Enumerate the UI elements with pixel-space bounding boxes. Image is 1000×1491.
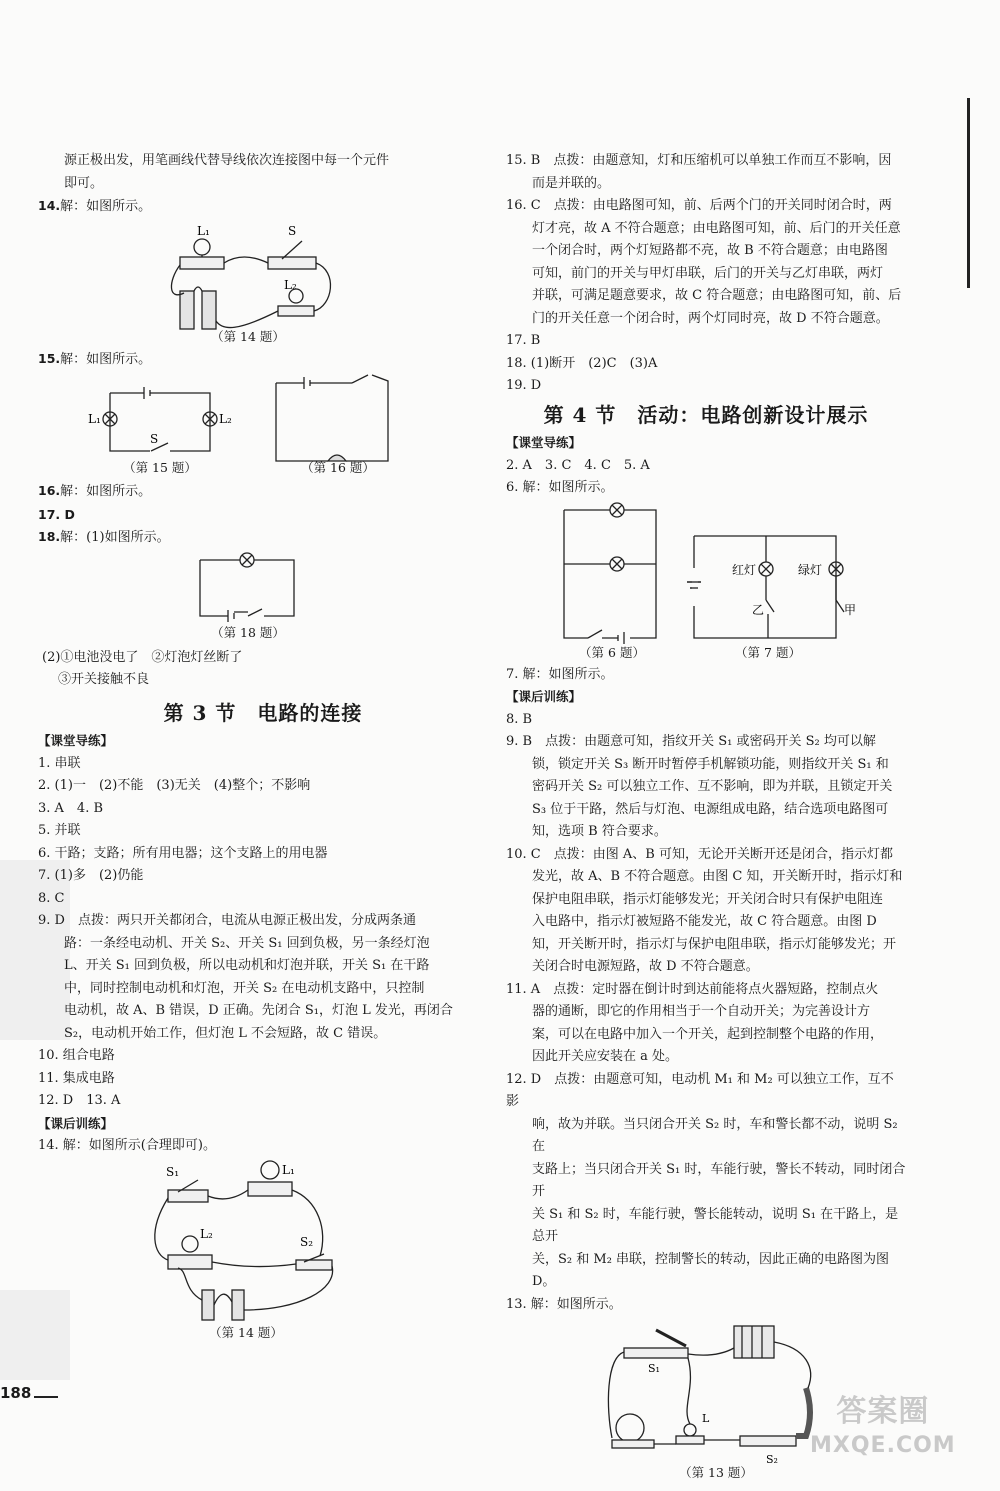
answer-line: 响，故为并联。当只闭合开关 S₂ 时，车和警长都不动，说明 S₂ 在: [532, 1116, 898, 1154]
figure-q14-top: [38, 221, 488, 346]
answer-line: 器的通断，即它的作用相当于一个自动开关；为完善设计方: [532, 1004, 871, 1019]
label-jia: 甲: [844, 602, 857, 617]
answer-line: 一个闭合时，两个灯短路都不亮，故 B 不符合题意；由电路图: [532, 243, 888, 258]
circuit-schematics: [38, 373, 488, 478]
answer-line: 9. B 点拨：由题意可知，指纹开关 S₁ 或密码开关 S₂ 均可以解: [506, 734, 876, 749]
answer-line: 11. A 点拨：定时器在倒计时到达前能将点火器短路，控制点火: [506, 981, 879, 997]
answer-line: 10. C 点拨：由图 A、B 可知，无论开关断开还是闭合，指示灯都: [506, 846, 893, 862]
answer-line: 发光，故 A、B 不符合题意。由图 C 知，开关断开时，指示灯和: [532, 869, 903, 884]
answer-line: 密码开关 S₂ 可以独立工作、互不影响，即为并联，且锁定开关: [532, 779, 893, 794]
label-L2: L₂: [200, 1226, 213, 1241]
answer-text: 解：如图所示。: [60, 351, 152, 367]
answer-line: 12. D 点拨：由题意可知，电动机 M₁ 和 M₂ 可以独立工作，互不影: [506, 1071, 894, 1109]
answer-line: 12. D 13. A: [38, 1093, 121, 1108]
figure-caption: （第 18 题）: [211, 624, 285, 640]
answer-line: 灯才亮，故 A 不符合题意；由电路图可知，前、后门的开关任意: [532, 220, 901, 236]
answer-line: 关，S₂ 和 M₂ 串联，控制警长的转动，因此正确的电路图为图 D。: [532, 1251, 890, 1289]
answer-line: 15. B 点拨：由题意知，灯和压缩机可以单独工作而互不影响，因: [506, 153, 892, 168]
answer-line: 路：一条经电动机、开关 S₂、开关 S₁ 回到负极，另一条经灯泡: [64, 935, 430, 951]
answer-line: 2. (1)一 (2)不能 (3)无关 (4)整个；不影响: [38, 778, 311, 793]
answer-line: 1. 串联: [38, 755, 81, 771]
figure-caption: （第 6 题）: [579, 644, 645, 660]
text-line: 源正极出发，用笔画线代替导线依次连接图中每一个元件: [64, 153, 390, 168]
answer-line: (2)①电池没电了 ②灯泡灯丝断了: [42, 649, 243, 665]
left-column: [38, 150, 488, 1342]
watermark-title: 答案圈: [836, 1394, 930, 1429]
label-L2: L₂: [284, 277, 297, 292]
answer-line: 锁，锁定开关 S₃ 断开时暂停手机解锁功能，则指纹开关 S₁ 和: [532, 756, 889, 772]
answer-line: S₃ 位于干路，然后与灯泡、电源组成电路，结合选项电路图可: [532, 801, 889, 817]
label-L1: L₁: [282, 1162, 295, 1177]
section-tag: 【课后训练】: [38, 1115, 114, 1131]
answer-text: 解：如图所示。: [60, 199, 152, 214]
answer-line: 3. A 4. B: [38, 800, 104, 816]
figure-caption: （第 16 题）: [301, 460, 375, 475]
answer-line: 18. (1)断开 (2)C (3)A: [506, 355, 658, 371]
question-number: 15.: [38, 350, 61, 366]
answer-line: 10. 组合电路: [38, 1048, 115, 1063]
answer-text: 解：如图所示。: [60, 484, 152, 499]
answer-line: 11. 集成电路: [38, 1070, 115, 1086]
label-L: L: [702, 1412, 710, 1425]
answer-line: 知，开关断开时，指示灯与保护电阻串联，指示灯能够发光；开: [532, 936, 897, 952]
answer-line: 关闭合时电源短路，故 D 不符合题意。: [532, 959, 759, 974]
page-number-dash: [34, 1396, 58, 1398]
right-column: [506, 150, 906, 1485]
answer-line: 关 S₁ 和 S₂ 时，车能行驶，警长能转动，说明 S₁ 在干路上，是总开: [532, 1206, 899, 1244]
answer-line: 16. C 点拨：由电路图可知，前、后两个门的开关同时闭合时，两: [506, 198, 892, 213]
circuit-physical-diagram: [38, 1160, 488, 1340]
label-L1: L₁: [197, 223, 210, 238]
section-tag: 【课堂导练】: [38, 733, 114, 748]
answer-line: S₂，电动机开始工作，但灯泡 L 不会短路，故 C 错误。: [64, 1025, 387, 1041]
answer-line: 19. D: [506, 378, 542, 393]
answer-line: 并联，可满足题意要求，故 C 符合题意；由电路图可知，前、后: [532, 288, 902, 303]
figure-caption: （第 13 题）: [679, 1465, 753, 1480]
answer-line: 案，可以在电路中加入一个开关，起到控制整个电路的作用，: [532, 1026, 884, 1042]
answer-line: 14. 解：如图所示(合理即可)。: [38, 1138, 216, 1153]
question-number: 18.: [38, 529, 61, 544]
answer-line: 9. D 点拨：两只开关都闭合，电流从电源正极出发，分成两条通: [38, 913, 416, 928]
figure-b14: [38, 1160, 488, 1340]
answer-line: 2. A 3. C 4. C 5. A: [506, 457, 650, 473]
figure-caption: （第 7 题）: [735, 644, 801, 660]
answer-line: 门的开关任意一个闭合时，两个灯同时亮，故 D 不符合题意。: [532, 310, 889, 326]
answer-line: 5. 并联: [38, 823, 81, 838]
label-L1: L₁: [88, 412, 101, 426]
label-S1: S₁: [166, 1164, 180, 1179]
section-title: 第 4 节 活动：电路创新设计展示: [543, 402, 869, 427]
circuit-schematics: [506, 502, 906, 662]
answer-line: 可知，前门的开关与甲灯串联，后门的开关与乙灯串联，两灯: [532, 265, 884, 281]
answer-line: 知，选项 B 符合要求。: [532, 824, 667, 839]
figure-caption: （第 14 题）: [211, 328, 285, 344]
page-number: 188: [0, 1384, 32, 1402]
answer-line: 17. D: [38, 506, 75, 522]
text-line: 即可。: [64, 175, 104, 191]
watermark: [810, 1395, 956, 1463]
answer-line: 而是并联的。: [532, 175, 611, 191]
answer-line: 7. (1)多 (2)仍能: [38, 868, 144, 883]
margin-bar: [967, 98, 970, 288]
answer-line: 6. 解：如图所示。: [506, 480, 614, 495]
label-yi: 乙: [752, 602, 765, 617]
label-S2: S₂: [766, 1453, 778, 1466]
answer-line: 中，同时控制电动机和灯泡，开关 S₂ 在电动机支路中，只控制: [64, 980, 425, 996]
answer-line: ③开关接触不良: [58, 672, 150, 687]
figure-q15-q16: [38, 373, 488, 478]
answer-line: 8. C: [38, 890, 65, 906]
figure-c6-c7: [506, 502, 906, 662]
answer-line: 7. 解：如图所示。: [506, 666, 614, 682]
label-S1: S₁: [648, 1362, 660, 1375]
section-tag: 【课后训练】: [506, 689, 582, 704]
label-S2: S₂: [300, 1234, 314, 1249]
label-red-lamp: 红灯: [732, 562, 757, 577]
figure-caption: （第 15 题）: [123, 460, 197, 475]
figure-q18: [38, 552, 488, 645]
section-tag: 【课堂导练】: [506, 435, 582, 450]
watermark-url: MXQE.COM: [810, 1433, 956, 1458]
figure-caption: （第 14 题）: [209, 1324, 283, 1340]
answer-line: 电动机，故 A、B 错误，D 正确。先闭合 S₁，灯泡 L 发光，再闭合: [64, 1003, 453, 1018]
answer-line: 支路上；当只闭合开关 S₁ 时，车能行驶，警长不转动，同时闭合开: [532, 1161, 906, 1199]
label-S: S: [150, 432, 159, 446]
question-number: 14.: [38, 198, 61, 213]
answer-text: 解：(1)如图所示。: [60, 530, 170, 545]
answer-line: 入电路中，指示灯被短路不能发光，故 C 符合题意。由图 D: [532, 914, 877, 929]
answer-line: 17. B: [506, 333, 541, 348]
section-title: 第 3 节 电路的连接: [163, 700, 363, 725]
answer-line: 6. 干路；支路；所有用电器；这个支路上的用电器: [38, 845, 328, 861]
label-S: S: [288, 223, 297, 238]
question-number: 16.: [38, 483, 61, 498]
label-green-lamp: 绿灯: [798, 562, 823, 577]
answer-line: L、开关 S₁ 回到负极，所以电动机和灯泡并联，开关 S₁ 在干路: [64, 958, 430, 973]
label-L2: L₂: [219, 412, 232, 426]
answer-line: 8. B: [506, 711, 533, 727]
answer-line: 13. 解：如图所示。: [506, 1296, 622, 1312]
answer-line: 保护电阻串联，指示灯能够发光；开关闭合时只有保护电阻连: [532, 891, 884, 907]
answer-line: 因此开关应安装在 a 处。: [532, 1049, 679, 1064]
